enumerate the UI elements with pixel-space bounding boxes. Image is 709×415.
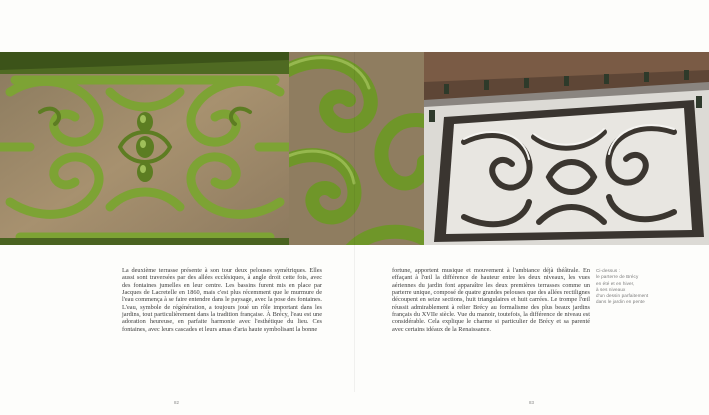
page-gutter <box>354 52 355 392</box>
caption-line: Ci-dessus : <box>596 268 621 273</box>
photo-boxwood-closeup <box>289 52 424 245</box>
caption-line: d'un dessin parfaitement <box>596 293 649 299</box>
photo-caption <box>596 268 696 306</box>
page-number-right: 83 <box>529 400 535 405</box>
caption-line: dans le jardin en pente <box>596 299 645 305</box>
left-page-body-text <box>122 267 322 333</box>
left-column-paragraph: La deuxième terrasse présente à son tour deux pelouses symétriques. Elles aussi sont traversées par des allées ecclésiques, à angle droit cette fois, avec des fontaines jumelles en leur centre. Les bassins furent mis en place par Jacques de Lacretelle en 1860, mais c'est plus récemment que le murmure de l'eau commença à se faire entendre dans le paysage, avec la pose des fontaines. L'eau, symbole de régénération, a toujours joué un rôle important dans les jardins, tout particulièrement dans la tradition française. À Brécy, l'eau est une adoration heureuse, en parfaite harmonie avec l'esthétique du lieu. Ces fontaines, avec leurs cascades et leurs amas d'aria haute symbolisant la bonne <box>122 267 322 333</box>
caption-line: à ses niveaux <box>596 286 626 292</box>
page-number-left: 82 <box>174 400 180 405</box>
photo-winter-parterre <box>424 52 709 245</box>
caption-line: en été et en hiver, <box>596 280 635 286</box>
parterre-winter-image <box>424 52 709 245</box>
caption-line: le parterre de Brécy <box>596 274 639 280</box>
right-column-paragraph: fortune, apportent musique et mouvement à l'ambiance déjà théâtrale. En effaçant à l'œil la différence de hauteur entre les deux niveaux, les vues aériennes du jardin font apparaître les deux premières terrasses comme un parterre unique, composé de quatre grandes pelouses que des allées rectilignes découpent en seize sections, huit triangulaires et huit carrées. Le trompe l'œil réussit admirablement à relier Brécy au formalisme des plus beaux jardins français du XVIIe siècle. Vue du manoir, toutefois, la différence de niveau est considérable. Cela explique le charme si particulier de Brécy et sa parenté avec certains idéaux de la Renaissance. <box>392 267 590 333</box>
parterre-summer-image <box>0 52 289 245</box>
right-page-body-text <box>392 267 590 333</box>
photo-summer-parterre <box>0 52 289 245</box>
boxwood-closeup-image <box>289 52 424 245</box>
